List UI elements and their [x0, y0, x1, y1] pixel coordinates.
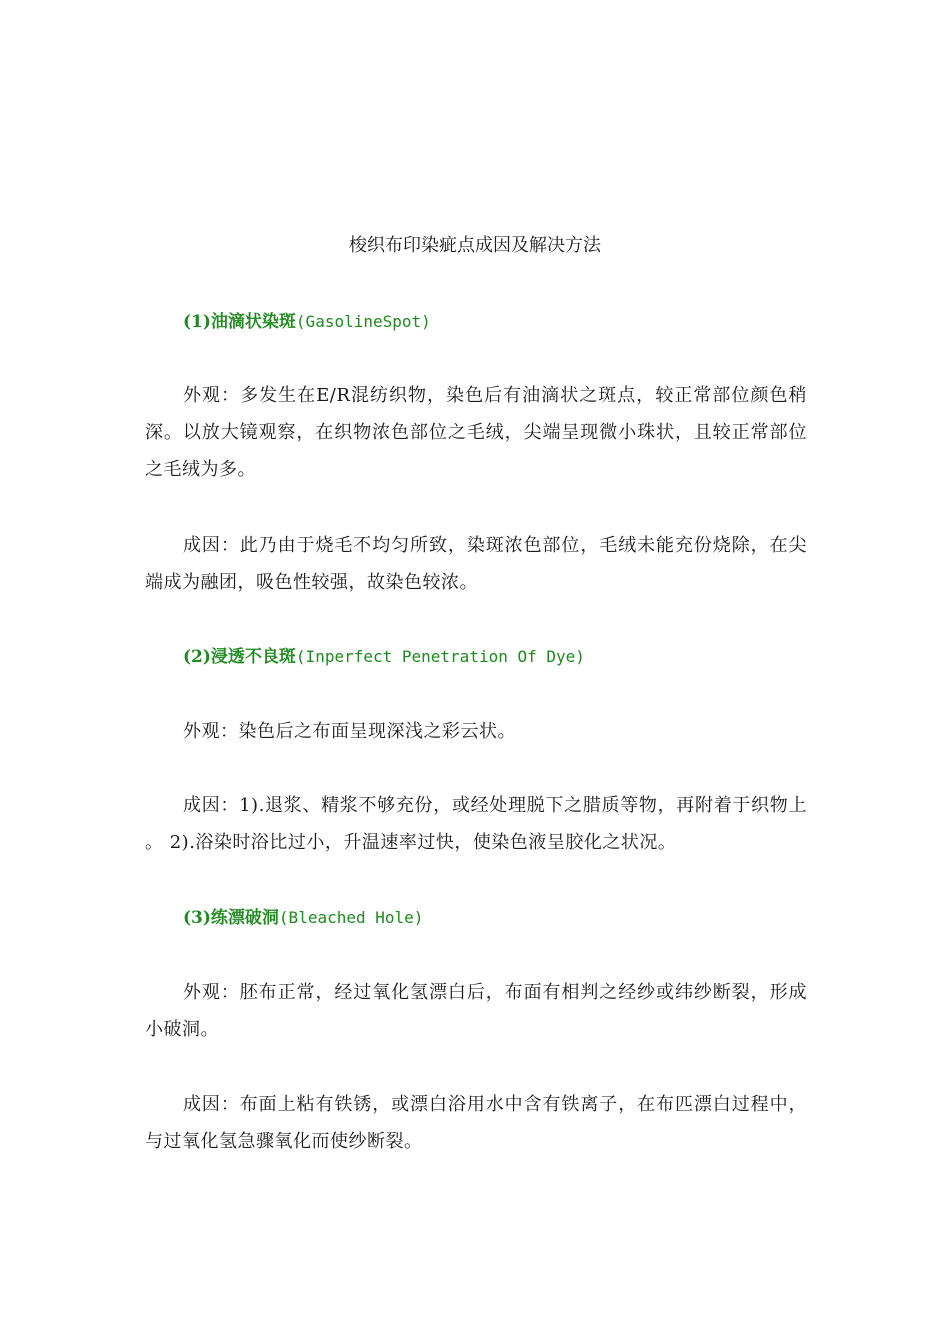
- section-3-appearance: 外观：胚布正常，经过氧化氢漂白后，布面有相判之经纱或纬纱断裂，形成小破洞。: [145, 982, 807, 1040]
- document-title: 梭织布印染疵点成因及解决方法: [349, 235, 601, 256]
- section-2-appearance: 外观：染色后之布面呈现深浅之彩云状。: [183, 721, 516, 742]
- section-number: (2): [183, 647, 211, 667]
- section-2-cause: 成因：1).退浆、精浆不够充份，或经处理脱下之腊质等物，再附着于织物上 。 2).浴染时浴比过小，升温速率过快，使染色液呈胶化之状况。: [145, 795, 807, 853]
- section-number: (1): [183, 312, 211, 332]
- section-number: (3): [183, 908, 211, 928]
- section-1-appearance: 外观：多发生在E/R混纺织物，染色后有油滴状之斑点，较正常部位颜色稍深。以放大镜观察，在织物浓色部位之毛绒，尖端呈现微小珠状，且较正常部位之毛绒为多。: [145, 385, 807, 480]
- section-name-en: (Inperfect Penetration Of Dye): [295, 647, 585, 666]
- section-name-cn: 练漂破洞: [210, 908, 279, 928]
- section-name-en: (GasolineSpot): [295, 312, 431, 331]
- section-name-cn: 油滴状染斑: [210, 312, 296, 332]
- section-name-cn: 浸透不良斑: [210, 647, 296, 667]
- section-1-cause: 成因：此乃由于烧毛不均匀所致，染斑浓色部位，毛绒未能充份烧除，在尖端成为融团，吸色性较强，故染色较浓。: [145, 535, 807, 593]
- section-heading-3: [183, 904, 823, 932]
- section-heading-1: [183, 308, 823, 336]
- section-heading-2: [183, 643, 823, 671]
- section-3-cause: 成因：布面上粘有铁锈，或漂白浴用水中含有铁离子，在布匹漂白过程中，与过氧化氢急骤氧化而使纱断裂。: [145, 1094, 807, 1152]
- section-name-en: (Bleached Hole): [278, 908, 424, 927]
